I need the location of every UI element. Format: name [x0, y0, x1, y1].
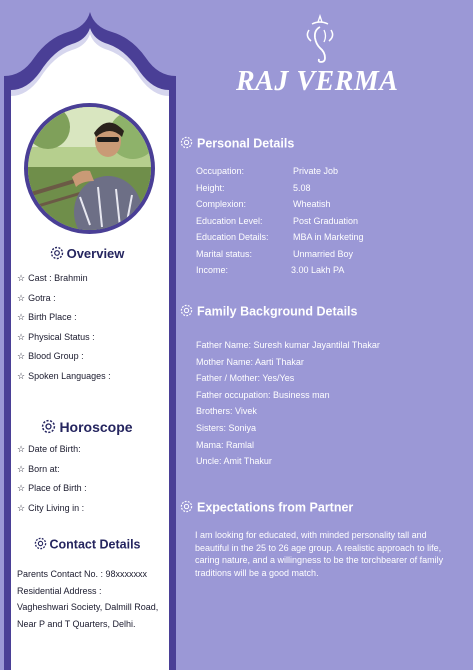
- overview-list: [17, 269, 111, 387]
- contact-title: Contact Details: [49, 537, 141, 552]
- gear-icon: [41, 419, 56, 437]
- list-item: ☆ Born at:: [17, 463, 60, 474]
- contact-details: [17, 566, 167, 632]
- star-icon: ☆: [17, 502, 26, 513]
- candidate-name: RAJ VERMA: [236, 66, 399, 97]
- star-icon: ☆: [17, 370, 26, 381]
- horoscope-heading: [0, 419, 174, 437]
- address-text: Vagheshwari Society, Dalmill Road, Near P and T Quarters, Delhi.: [17, 602, 159, 629]
- list-item: ☆ Blood Group :: [17, 351, 84, 362]
- overview-title: Overview: [66, 246, 125, 261]
- horoscope-list: [17, 440, 87, 518]
- star-icon: ☆: [17, 444, 26, 454]
- parents-contact: Parents Contact No. : 98xxxxxxx: [17, 569, 148, 579]
- gear-icon: [180, 136, 193, 152]
- family-row: Mother Name: Aarti Thakar: [196, 356, 304, 367]
- personal-title: Personal Details: [197, 136, 295, 151]
- family-row: Brothers: Vivek: [196, 406, 257, 417]
- horoscope-title: Horoscope: [59, 419, 133, 435]
- ganesha-icon: [303, 14, 337, 66]
- family-row: Father / Mother: Yes/Yes: [196, 373, 295, 384]
- list-item: ☆ Cast : Brahmin: [17, 273, 88, 283]
- star-icon: ☆: [17, 292, 26, 303]
- star-icon: ☆: [17, 273, 26, 283]
- personal-heading: [180, 136, 294, 152]
- expectations-heading: [180, 500, 353, 516]
- list-item: ☆ Date of Birth:: [17, 444, 81, 454]
- list-item: ☆ Gotra :: [17, 292, 56, 303]
- star-icon: ☆: [17, 331, 26, 342]
- overview-heading: [0, 246, 174, 263]
- contact-heading: [0, 537, 174, 553]
- address-label: Residential Address :: [17, 585, 102, 596]
- star-icon: ☆: [17, 483, 26, 494]
- family-row: Father occupation: Business man: [196, 389, 330, 400]
- family-row: Mama: Ramlal: [196, 439, 255, 450]
- family-heading: [180, 304, 357, 320]
- star-icon: ☆: [17, 312, 26, 323]
- star-icon: ☆: [17, 351, 26, 362]
- gear-icon: [180, 304, 193, 320]
- list-item: ☆ Birth Place :: [17, 312, 77, 323]
- family-row: Sisters: Soniya: [196, 422, 257, 433]
- family-title: Family Background Details: [197, 304, 358, 319]
- family-row: Uncle: Amit Thakur: [196, 456, 272, 467]
- list-item: ☆ Physical Status :: [17, 331, 95, 342]
- gear-icon: [50, 246, 64, 263]
- star-icon: ☆: [17, 463, 26, 474]
- gear-icon: [180, 500, 193, 516]
- list-item: ☆ City Living in :: [17, 502, 85, 513]
- gear-icon: [34, 537, 47, 553]
- list-item: ☆ Spoken Languages :: [17, 370, 111, 381]
- expectations-text: I am looking for educated, with minded personality tall and beautiful in the 25 to 26 age group. A realistic approach to life, caring nature, and a willingness to be the torchbearer of family traditions will be a good match.: [195, 530, 444, 578]
- biodata-page: Overview ☆ Cast : Brahmin ☆ Gotra : ☆ Birth Place : ☆ Physical Status : ☆ Blood Group : ☆ Spoken Languages : Horoscope ☆ Date of Birth: ☆ Born at: ☆ Place of Birth : ☆ City Living in : Contact Details Parents Contact No. : 98xxxxxxx Residential Address : Vagheshwari Society, Dalmill Road, Near P and T Quarters, Delhi. RAJ VERMA Personal Details Occupation: Private Job Height: 5.08 Complexion: Wheatish Education Level: Post Graduation Education Details: MBA in Marketing Marital status: Unmarried Boy Income: 3.00 Lakh PA Family Background Details Father Name: Suresh kumar Jayantilal Thakar Mother Name: Aarti Thakar Father / Mother: Yes/Yes Father occupation: Business man Brothers: Vivek Sisters: Soniya Mama: Ramlal Uncle: Amit Thakur Expectations from Partner I am looking for educated, with minded personality tall and beautiful in the 25 to 26 age group. A realistic approach to life, caring nature, and a willingness to be the torchbearer of family traditions will be a good match.: [0, 0, 473, 670]
- expectations-title: Expectations from Partner: [197, 500, 354, 515]
- profile-photo: [24, 103, 155, 234]
- family-details-list: [196, 337, 380, 470]
- list-item: ☆ Place of Birth :: [17, 483, 87, 494]
- family-row: Father Name: Suresh kumar Jayantilal Thakar: [196, 340, 380, 350]
